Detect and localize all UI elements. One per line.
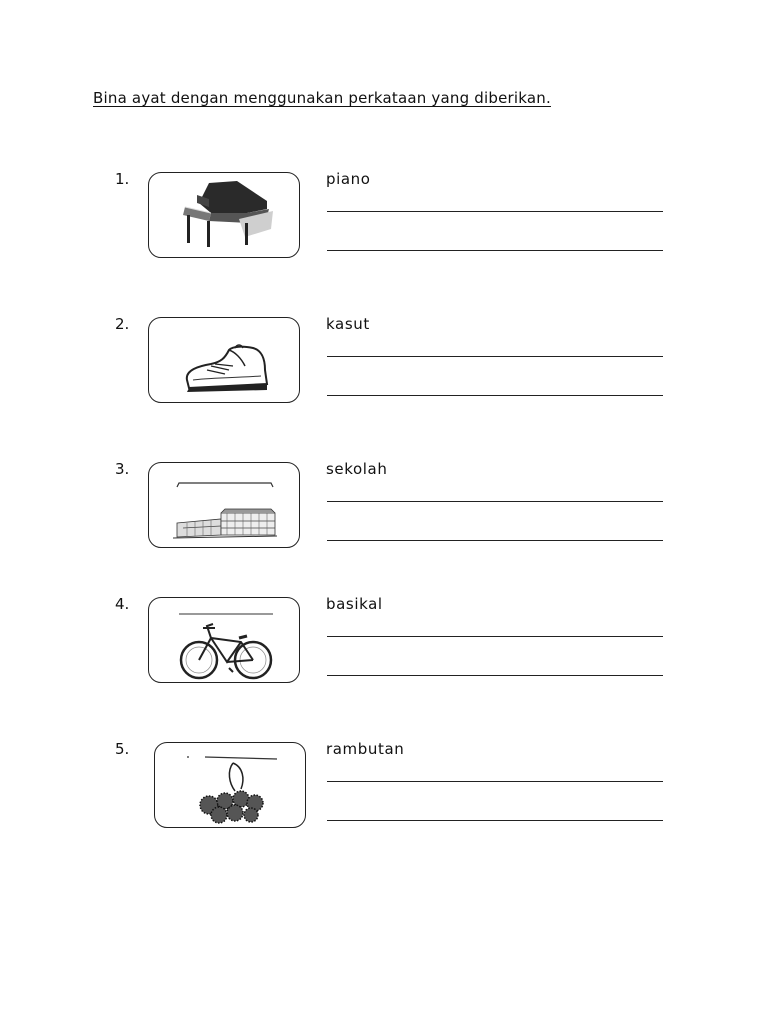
word-label: piano: [326, 170, 371, 188]
bicycle-icon: [149, 598, 300, 683]
picture-frame: [148, 172, 300, 258]
exercise-item-4: [0, 595, 768, 705]
exercise-item-3: [0, 460, 768, 570]
word-label: basikal: [326, 595, 383, 613]
picture-frame: [154, 742, 306, 828]
answer-line-1[interactable]: [327, 781, 663, 782]
word-label: kasut: [326, 315, 370, 333]
picture-frame: [148, 462, 300, 548]
item-number: 2.: [115, 315, 130, 333]
picture-frame: [148, 317, 300, 403]
shoe-icon: [149, 318, 300, 403]
item-number: 1.: [115, 170, 130, 188]
exercise-item-1: [0, 170, 768, 280]
answer-line-1[interactable]: [327, 636, 663, 637]
answer-line-2[interactable]: [327, 395, 663, 396]
answer-line-1[interactable]: [327, 211, 663, 212]
rambutan-icon: [155, 743, 306, 828]
answer-line-2[interactable]: [327, 250, 663, 251]
answer-line-1[interactable]: [327, 356, 663, 357]
answer-line-2[interactable]: [327, 540, 663, 541]
word-label: rambutan: [326, 740, 405, 758]
answer-line-1[interactable]: [327, 501, 663, 502]
exercise-item-2: [0, 315, 768, 425]
piano-icon: [149, 173, 300, 258]
exercise-item-5: [0, 740, 768, 850]
answer-line-2[interactable]: [327, 675, 663, 676]
item-number: 5.: [115, 740, 130, 758]
answer-line-2[interactable]: [327, 820, 663, 821]
item-number: 3.: [115, 460, 130, 478]
picture-frame: [148, 597, 300, 683]
worksheet-instruction: Bina ayat dengan menggunakan perkataan yang diberikan.: [93, 89, 551, 107]
item-number: 4.: [115, 595, 130, 613]
word-label: sekolah: [326, 460, 388, 478]
school-icon: [149, 463, 300, 548]
